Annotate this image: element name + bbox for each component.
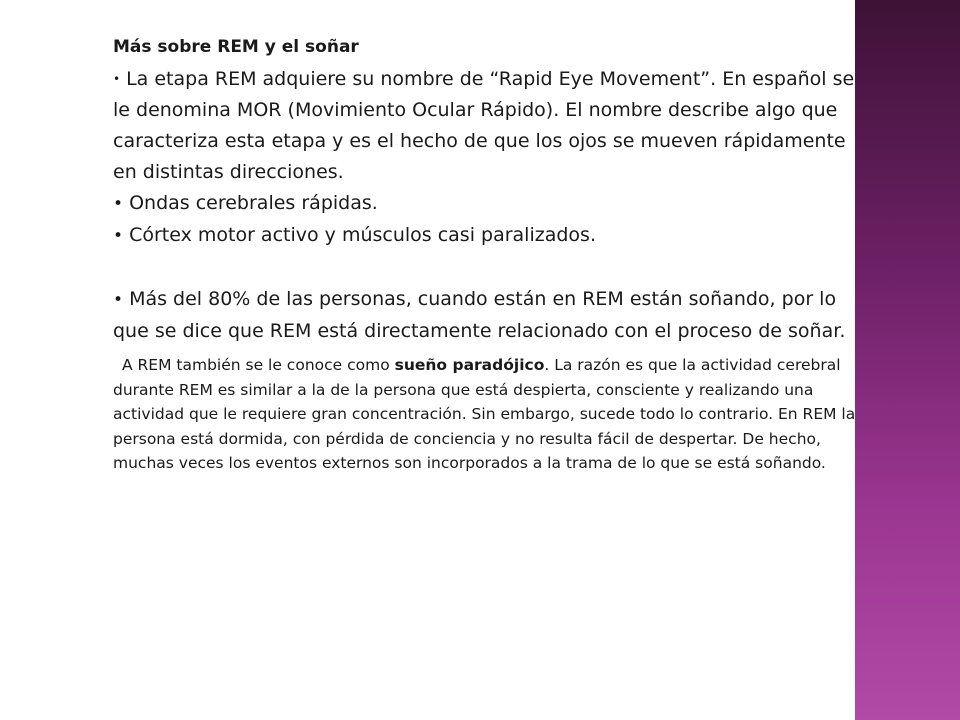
bullet-motor-cortex-text: Córtex motor activo y músculos casi paralizados. xyxy=(129,224,596,246)
bullet-dot: • xyxy=(113,72,121,86)
bullet-dot: • xyxy=(113,226,124,246)
bullet-dot: • xyxy=(113,290,124,310)
bullet-brain-waves xyxy=(113,188,873,220)
note-bold-term: sueño paradójico xyxy=(394,356,545,374)
section-heading: Más sobre REM y el soñar xyxy=(113,37,359,57)
bullet-rem-name xyxy=(113,64,873,188)
paradoxical-sleep-note xyxy=(113,353,873,476)
bullet-dreaming-percentage xyxy=(113,284,873,347)
note-text-before: A REM también se le conoce como xyxy=(122,356,395,374)
note-text-after: . La razón es que la actividad cerebral durante REM es similar a la de la persona que está despierta, consciente y realizando una actividad que le requiere gran concentración. Sin embargo, sucede todo lo contrario. En REM la persona está dormida, con pérdida de conciencia y no resulta fácil de despertar. De hecho, muchas veces los eventos externos son incorporados a la trama de lo que se está soñando. xyxy=(113,356,856,472)
bullet-dreaming-percentage-text: Más del 80% de las personas, cuando están en REM están soñando, por lo que se dice que REM está directamente relacionado con el proceso de soñar. xyxy=(113,288,846,342)
slide-content xyxy=(113,28,873,476)
bullet-brain-waves-text: Ondas cerebrales rápidas. xyxy=(129,192,378,214)
bullet-rem-name-text: La etapa REM adquiere su nombre de “Rapid Eye Movement”. En español se le denomina MOR (Movimiento Ocular Rápido). El nombre describe algo que caracteriza esta etapa y es el hecho de que los ojos se mueven rápidamente en distintas direcciones. xyxy=(113,68,855,183)
bullet-motor-cortex xyxy=(113,220,873,252)
spacer xyxy=(113,252,873,284)
bullet-dot: • xyxy=(113,194,124,214)
